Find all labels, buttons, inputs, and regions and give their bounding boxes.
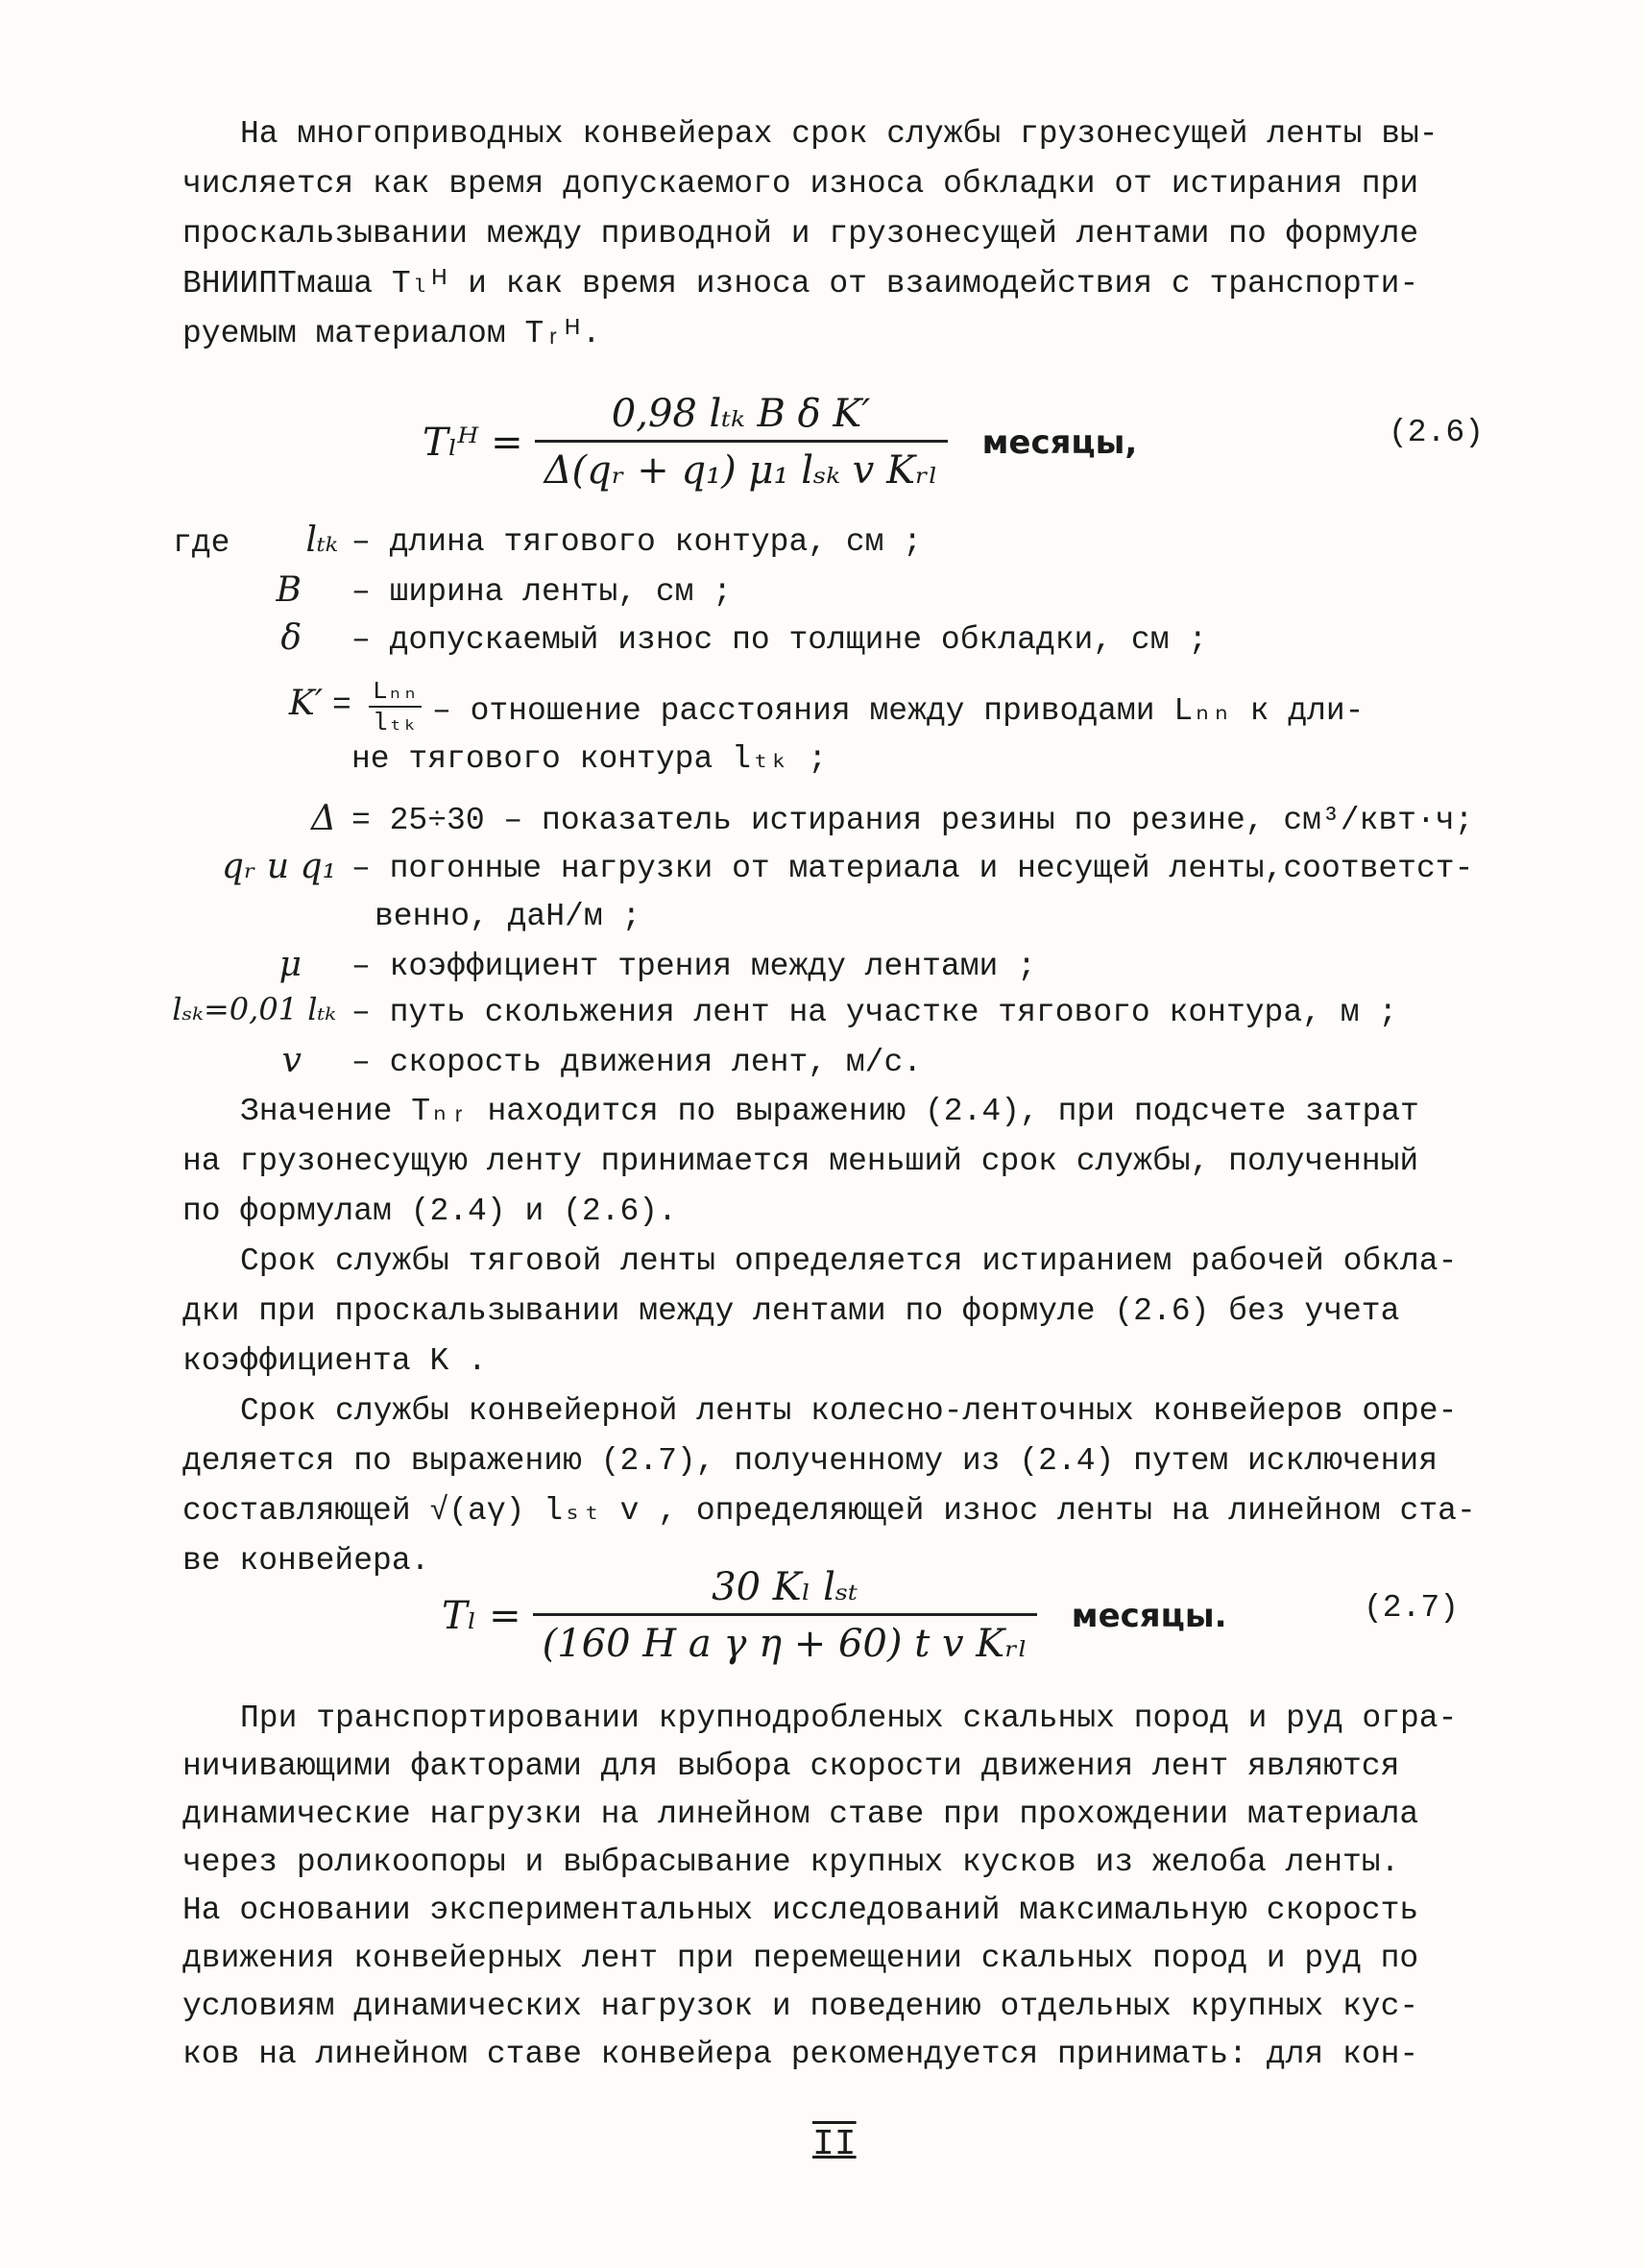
equation-denominator: (160 H a γ η + 60) t v Kᵣₗ [533, 1613, 1037, 1666]
paragraph-line: На основании экспериментальных исследований максимальную скорость [182, 1893, 1419, 1928]
definition-symbol: lₛₖ=0,01 lₜₖ [172, 991, 336, 1027]
paragraph-line: ве конвейера. [182, 1543, 430, 1579]
paragraph-line: Срок службы конвейерной ленты колесно-ленточных конвейеров опре- [240, 1393, 1458, 1429]
definition-symbol: K′ [288, 684, 323, 723]
equation-lhs: Tₗᴴ = [423, 420, 523, 465]
paragraph-line: ничивающими факторами для выбора скорости движения лент являются [182, 1749, 1400, 1784]
equation-unit: месяцы. [1071, 1596, 1227, 1635]
definitions-lead: где [173, 525, 230, 561]
definition-text: – длина тягового контура, см ; [351, 524, 923, 560]
equation-fraction [535, 392, 948, 493]
ratio-denominator: lₜₖ [369, 706, 422, 737]
definition-text: – ширина ленты, см ; [351, 574, 733, 610]
equation-2-7 [442, 1565, 1226, 1666]
definition-symbol: lₜₖ [305, 520, 338, 560]
definition-symbol: μ [278, 945, 302, 984]
equation-lhs: Tₗ = [442, 1593, 521, 1638]
paragraph-line: числяется как время допускаемого износа обкладки от истирания при [182, 166, 1419, 202]
paragraph-line: на грузонесущую ленту принимается меньший срок службы, полученный [182, 1144, 1419, 1179]
equation-number: (2.6) [1389, 415, 1485, 450]
paragraph-line: составляющей √(aγ) lₛₜ v , определяющей износ ленты на линейном ста- [182, 1493, 1476, 1529]
definition-equals: = [332, 688, 351, 723]
definition-symbol: qᵣ и q₁ [221, 847, 336, 886]
definition-symbol: δ [280, 618, 302, 658]
paragraph-line: руемым материалом Tᵣᴴ. [182, 316, 601, 351]
paragraph-line: проскальзывании между приводной и грузонесущей лентами по формуле [182, 216, 1419, 252]
ratio-numerator: Lₙₙ [373, 677, 418, 706]
equation-fraction [533, 1565, 1037, 1666]
definition-text: – путь скольжения лент на участке тягового контура, м ; [351, 995, 1398, 1030]
paragraph-line: динамические нагрузки на линейном ставе при прохождении материала [182, 1797, 1419, 1832]
paragraph-line: На многоприводных конвейерах срок службы грузонесущей ленты вы- [240, 116, 1438, 152]
paragraph-line: движения конвейерных лент при перемещении скальных пород и руд по [182, 1941, 1419, 1976]
equation-unit: месяцы, [981, 422, 1138, 462]
definition-text: – коэффициент трения между лентами ; [351, 949, 1036, 984]
equation-numerator: 0,98 lₜₖ B δ K′ [611, 392, 871, 436]
definition-text: – погонные нагрузки от материала и несущей ленты,соответст- [351, 851, 1474, 886]
paragraph-line: условиям динамических нагрузок и поведению отдельных крупных кус- [182, 1989, 1419, 2024]
paragraph-line: Срок службы тяговой ленты определяется истиранием рабочей обкла- [240, 1243, 1458, 1279]
paragraph-line: дки при проскальзывании между лентами по формуле (2.6) без учета [182, 1293, 1400, 1329]
paragraph-line: ВНИИПТмаша Tₗᴴ и как время износа от взаимодействия с транспорти- [182, 266, 1419, 302]
paragraph-line: ков на линейном ставе конвейера рекомендуется принимать: для кон- [182, 2037, 1419, 2072]
definition-symbol: v [281, 1041, 302, 1080]
paragraph-line: по формулам (2.4) и (2.6). [182, 1194, 677, 1229]
definition-text: не тягового контура lₜₖ ; [351, 741, 828, 777]
definition-text: венно, даН/м ; [375, 899, 641, 934]
equation-denominator: Δ(qᵣ + q₁) μ₁ lₛₖ v Kᵣₗ [535, 440, 948, 493]
definition-text: – отношение расстояния между приводами Lₙₙ к дли- [432, 693, 1365, 729]
paragraph-line: Значение Tₙᵣ находится по выражению (2.4), при подсчете затрат [240, 1094, 1419, 1129]
definition-symbol: B [276, 570, 302, 610]
paragraph-line: коэффициента K . [182, 1343, 487, 1379]
equation-2-6 [423, 392, 1137, 493]
ratio-fraction [369, 676, 422, 737]
definition-text: – скорость движения лент, м/с. [351, 1045, 923, 1080]
definition-text: = 25÷30 – показатель истирания резины по резине, см³/квт·ч; [351, 803, 1474, 838]
paragraph-line: При транспортировании крупнодробленых скальных пород и руд огра- [240, 1701, 1458, 1736]
equation-number: (2.7) [1364, 1590, 1460, 1626]
equation-numerator: 30 Kₗ lₛₜ [712, 1565, 858, 1609]
page-number: II [812, 2124, 857, 2165]
paragraph-line: через роликоопоры и выбрасывание крупных кусков из желоба ленты. [182, 1845, 1400, 1880]
paragraph-line: деляется по выражению (2.7), полученному из (2.4) путем исключения [182, 1443, 1438, 1479]
definition-text: – допускаемый износ по толщине обкладки, см ; [351, 622, 1208, 658]
definition-symbol: Δ [311, 799, 336, 838]
